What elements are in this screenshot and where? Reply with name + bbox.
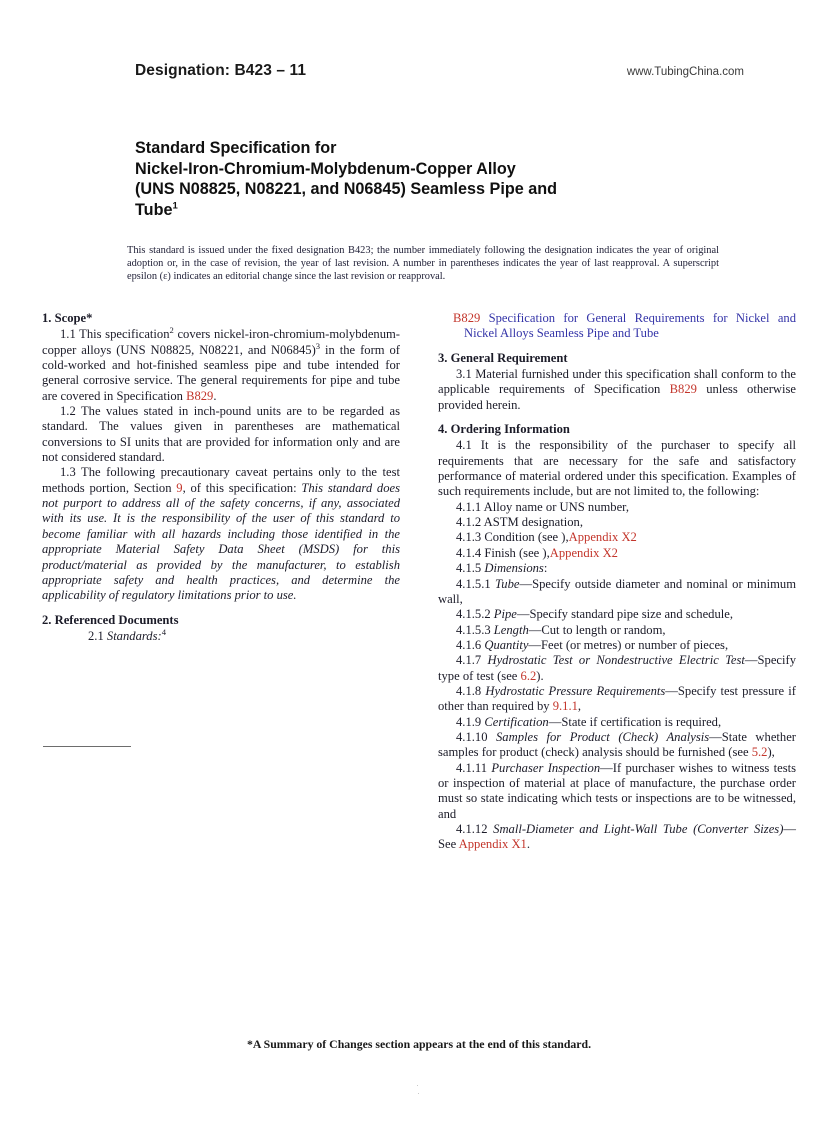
p1-3-part-a: 1.3 The following precautionary caveat pertains only to the test methods portion, Section <box>42 465 400 495</box>
ordering-item-text: —Cut to length or random, <box>528 622 666 637</box>
ordering-item-term: Pipe <box>493 607 517 622</box>
ordering-item-number: 4.1.5.3 <box>456 622 494 637</box>
p1-1-part-c: in the form of cold-worked and hot-finished seamless pipe and tube intended for general corrosive service. The general requirements for pipe and tube are covered in Specification <box>42 342 400 403</box>
ordering-item-text: ASTM designation, <box>483 515 584 530</box>
ordering-item <box>438 653 796 684</box>
ordering-item <box>438 546 796 561</box>
ordering-item <box>438 822 796 853</box>
link-b829-general[interactable]: B829 <box>669 382 697 397</box>
footnote-ref-4: 4 <box>161 626 166 637</box>
reference-title-text: Specification for General Requirements for Nickel and Nickel Alloys Seamless Pipe and Tube <box>464 311 796 341</box>
scan-artifact <box>417 1085 418 1086</box>
ordering-item-text: —Feet (or metres) or number of pieces, <box>528 637 729 652</box>
paragraph-4-1: 4.1 It is the responsibility of the purchaser to specify all requirements that are necessary for the safe and satisfactory performance of material ordered under this specification. Examples of such requirements include, but are not limited to, the following: <box>438 438 796 499</box>
ordering-item-number: 4.1.8 <box>456 683 486 698</box>
ordering-item-number: 4.1.10 <box>456 729 496 744</box>
ordering-item-text: : <box>543 561 548 576</box>
ordering-item-text: —State if certification is required, <box>548 714 722 729</box>
ordering-item <box>438 715 796 730</box>
ordering-item-link[interactable]: 9.1.1 <box>552 699 578 714</box>
paragraph-1-2: 1.2 The values stated in inch-pound units are to be regarded as standard. The values given in parentheses are mathematical conversions to SI units that are provided for information only and are not considered standard. <box>42 404 400 465</box>
ordering-item <box>438 515 796 530</box>
ordering-item <box>438 623 796 638</box>
title-line-4 <box>135 200 725 221</box>
section-heading-general-requirement: 3. General Requirement <box>438 350 568 365</box>
ordering-item-link[interactable]: Appendix X1 <box>458 837 527 852</box>
ordering-item-number: 4.1.11 <box>456 760 492 775</box>
p1-1-part-d: . <box>213 388 217 403</box>
p2-1-number: 2.1 <box>88 628 107 643</box>
p3-1-part-a: 3.1 Material furnished under this specification shall conform to the applicable requirements of Specification <box>438 367 796 397</box>
p1-1-part-b: covers nickel-iron-chromium-molybdenum-copper alloys (UNS N08825, N08221, and N06845) <box>42 327 400 357</box>
ordering-item-link[interactable]: Appendix X2 <box>549 545 618 560</box>
ordering-item-term: Tube <box>494 576 520 591</box>
p1-3-caveat-italic: This standard does not purport to address all of the safety concerns, if any, associated with its use. It is the responsibility of the user of this standard to become familiar with all hazards including those identified in the appropriate Material Safety Data Sheet (MSDS) for this product/material as provided by the manufacturer, to establish appropriate safety and health practices, and determine the applicability of regulatory limitations prior to use. <box>42 480 400 603</box>
ordering-item-text: Condition (see <box>484 530 562 545</box>
ordering-item-text-tail: . <box>526 837 531 852</box>
ordering-information-list <box>438 500 796 853</box>
ordering-item-term: Purchaser Inspection <box>491 760 601 775</box>
ordering-item <box>438 500 796 515</box>
ordering-item-number: 4.1.7 <box>456 653 488 668</box>
ordering-item-number: 4.1.4 <box>456 545 485 560</box>
ordering-item-text: ), <box>561 530 569 545</box>
link-b829-scope[interactable]: B829 <box>186 388 214 403</box>
referenced-standard-b829[interactable] <box>438 311 796 342</box>
ordering-item-term: Samples for Product (Check) Analysis <box>496 729 710 744</box>
ordering-item-text: Alloy name or UNS number, <box>483 499 630 514</box>
section-heading-ordering-information: 4. Ordering Information <box>438 422 570 437</box>
footnote-ref-3: 3 <box>315 340 321 351</box>
ordering-item-text: —Specify test pressure if other than required by <box>438 683 796 714</box>
ordering-item <box>438 638 796 653</box>
ordering-item-term: Hydrostatic Test or Nondestructive Electric Test <box>487 653 745 668</box>
ordering-item-text-tail: , <box>577 699 582 714</box>
footnote-separator-rule <box>43 746 131 747</box>
title-footnote-marker: 1 <box>172 200 178 212</box>
ordering-item-term: Length <box>493 622 529 637</box>
ordering-item-term: Small-Diameter and Light-Wall Tube (Converter Sizes) <box>493 822 784 836</box>
ordering-item-text: —Specify type of test (see <box>438 653 796 683</box>
ordering-item-number: 4.1.6 <box>456 637 485 652</box>
title-line-4-text: Tube <box>135 200 173 219</box>
ordering-item <box>438 561 796 576</box>
scan-artifact <box>418 1093 419 1094</box>
ordering-item <box>438 761 796 822</box>
title-line-3: (UNS N08825, N08221, and N06845) Seamless Pipe and <box>135 180 557 198</box>
ordering-item-text: —See <box>438 822 796 852</box>
ordering-item-text: Finish (see <box>484 545 543 560</box>
ordering-item-number: 4.1.1 <box>456 499 484 514</box>
standard-preamble: This standard is issued under the fixed designation B423; the number immediately following the designation indicates the year of original adoption or, in the case of revision, the year of last revision. A number in parentheses indicates the year of last reapproval. A superscript epsilon (ε) indicates an editorial change since the last revision or reapproval. <box>127 245 719 283</box>
website-url: www.TubingChina.com <box>626 66 744 78</box>
ordering-item <box>438 684 796 715</box>
ordering-item-text: —State whether samples for product (check) analysis should be furnished (see <box>438 729 796 760</box>
ordering-item-term: Quantity <box>484 637 529 652</box>
ordering-item <box>438 730 796 761</box>
link-section-9[interactable]: 9 <box>176 480 183 495</box>
footnote-ref-2: 2 <box>169 325 174 336</box>
p1-3-part-b: , of this specification: <box>182 480 302 495</box>
ordering-item-number: 4.1.9 <box>456 714 485 729</box>
ordering-item-text: —If purchaser wishes to witness tests or inspection of material at place of manufacture, the purchase order must so state indicating which tests or inspections are to be witnessed, and <box>438 760 797 821</box>
ordering-item-link[interactable]: 6.2 <box>520 668 537 683</box>
title-line-1: Standard Specification for <box>135 139 337 157</box>
paragraph-3-1 <box>438 367 796 413</box>
ordering-item-number: 4.1.12 <box>456 822 494 836</box>
ordering-item-number: 4.1.5.1 <box>456 576 495 591</box>
ordering-item-text: —Specify outside diameter and nominal or minimum wall, <box>438 576 796 606</box>
link-b829-reference[interactable]: B829 <box>453 311 481 325</box>
ordering-item-number: 4.1.3 <box>456 530 485 545</box>
section-heading-referenced-documents: 2. Referenced Documents <box>42 612 179 627</box>
p3-1-part-b: unless otherwise provided herein. <box>438 382 796 412</box>
ordering-item-text: —Specify standard pipe size and schedule, <box>516 607 733 622</box>
designation-label: Designation: B423 – 11 <box>135 62 307 79</box>
ordering-item-text-tail: ), <box>767 745 775 760</box>
right-column <box>438 311 796 853</box>
ordering-item-number: 4.1.5.2 <box>456 607 494 622</box>
p2-1-label: Standards: <box>106 628 162 643</box>
ordering-item-term: Certification <box>484 714 549 729</box>
title-line-2: Nickel-Iron-Chromium-Molybdenum-Copper Alloy <box>135 159 516 178</box>
ordering-item-text: ), <box>542 545 550 560</box>
ordering-item-term: Hydrostatic Pressure Requirements <box>485 683 666 698</box>
summary-of-changes-note: *A Summary of Changes section appears at the end of this standard. <box>246 1037 592 1051</box>
page-header <box>135 62 744 80</box>
ordering-item-link[interactable]: Appendix X2 <box>568 530 637 545</box>
ordering-item <box>438 607 796 622</box>
ordering-item-text-tail: ). <box>536 668 544 683</box>
paragraph-1-1 <box>42 327 400 404</box>
ordering-item <box>438 530 796 545</box>
ordering-item-link[interactable]: 5.2 <box>751 745 768 760</box>
paragraph-2-1 <box>42 626 400 644</box>
left-column <box>42 311 400 644</box>
section-heading-scope: 1. Scope* <box>42 311 93 325</box>
paragraph-1-3 <box>42 465 400 603</box>
document-title <box>135 138 725 220</box>
ordering-item-term: Dimensions <box>484 561 544 576</box>
ordering-item-number: 4.1.2 <box>456 515 484 530</box>
ordering-item <box>438 577 796 608</box>
p1-1-part-a: 1.1 This specification <box>60 327 170 342</box>
ordering-item-number: 4.1.5 <box>456 561 485 576</box>
